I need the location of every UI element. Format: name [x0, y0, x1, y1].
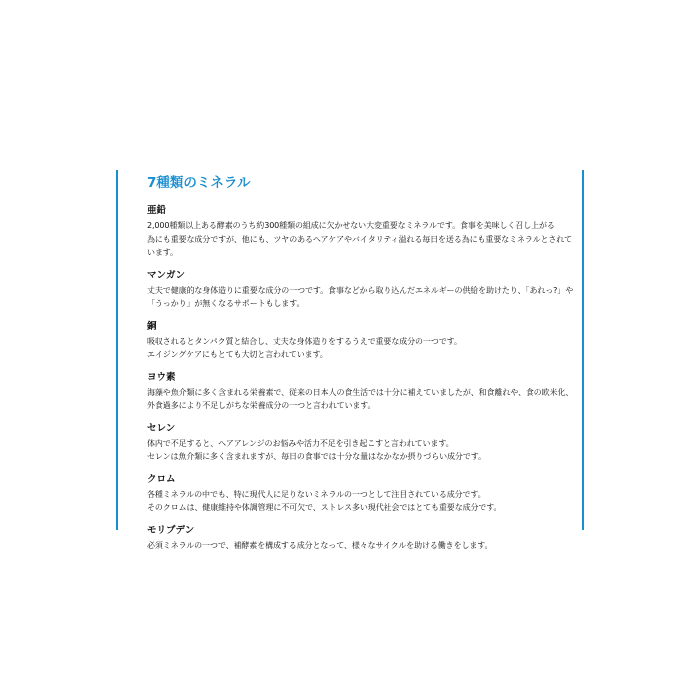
description-line: 2,000種類以上ある酵素のうち約300種類の組成に欠かせない大変重要なミネラルです。食事を美味しく召し上がる — [147, 221, 555, 230]
mineral-description — [147, 437, 579, 464]
mineral-iodine — [147, 371, 579, 413]
mineral-name: 亜鉛 — [147, 205, 167, 216]
mineral-zinc — [147, 204, 579, 260]
mineral-description — [147, 539, 579, 553]
description-line: います。 — [147, 248, 178, 257]
mineral-copper — [147, 320, 579, 362]
mineral-selenium — [147, 422, 579, 464]
mineral-name: セレン — [147, 422, 176, 434]
right-accent-rule — [582, 170, 584, 530]
description-line: エイジングケアにもとても大切と言われています。 — [147, 350, 328, 359]
mineral-description — [147, 386, 579, 413]
description-line: そのクロムは、健康維持や体調管理に不可欠で、ストレス多い現代社会ではとても重要な成分です。 — [147, 503, 502, 512]
mineral-name: モリブデン — [147, 524, 195, 536]
description-line: 外食過多により不足しがちな栄養成分の一つと言われています。 — [147, 401, 376, 410]
mineral-description — [147, 219, 579, 260]
mineral-manganese — [147, 269, 579, 311]
description-line: 丈夫で健康的な身体造りに重要な成分の一つです。食事などから取り込んだエネルギーの供給を助けたり、「あれっ?」や — [147, 285, 574, 295]
mineral-chromium — [147, 473, 579, 515]
left-accent-rule — [116, 170, 118, 530]
description-line: 各種ミネラルの中でも、特に現代人に足りないミネラルの一つとして注目されている成分です。 — [147, 489, 486, 499]
description-line: 海藻や魚介類に多く含まれる栄養素で、従来の日本人の食生活では十分に補えていましたが、和食離れや、食の欧米化、 — [147, 387, 574, 397]
minerals-section — [147, 174, 579, 561]
mineral-description — [147, 335, 579, 362]
mineral-name: クロム — [147, 473, 176, 485]
mineral-molybdenum — [147, 524, 579, 553]
description-line: 為にも重要な成分ですが、他にも、ツヤのあるヘアケアやバイタリティ溢れる毎日を送る為にも重要なミネラルとされて — [147, 234, 573, 244]
mineral-name: 銅 — [147, 320, 157, 332]
description-line: 「うっかり」が無くなるサポートもします。 — [147, 299, 305, 308]
section-title: 7種類のミネラル — [147, 175, 251, 191]
description-line: 必須ミネラルの一つで、補酵素を構成する成分となって、様々なサイクルを助ける働きをします。 — [147, 540, 493, 550]
mineral-name: マンガン — [147, 269, 186, 281]
mineral-description — [147, 488, 579, 515]
mineral-name: ヨウ素 — [147, 371, 176, 383]
description-line: セレンは魚介類に多く含まれますが、毎日の食事では十分な量はなかなか摂りづらい成分です。 — [147, 452, 486, 461]
description-line: 体内で不足すると、ヘアアレンジのお悩みや活力不足を引き起こすと言われています。 — [147, 438, 454, 448]
mineral-description — [147, 284, 579, 311]
description-line: 吸収されるとタンパク質と結合し、丈夫な身体造りをするうえで重要な成分の一つです。 — [147, 336, 462, 346]
